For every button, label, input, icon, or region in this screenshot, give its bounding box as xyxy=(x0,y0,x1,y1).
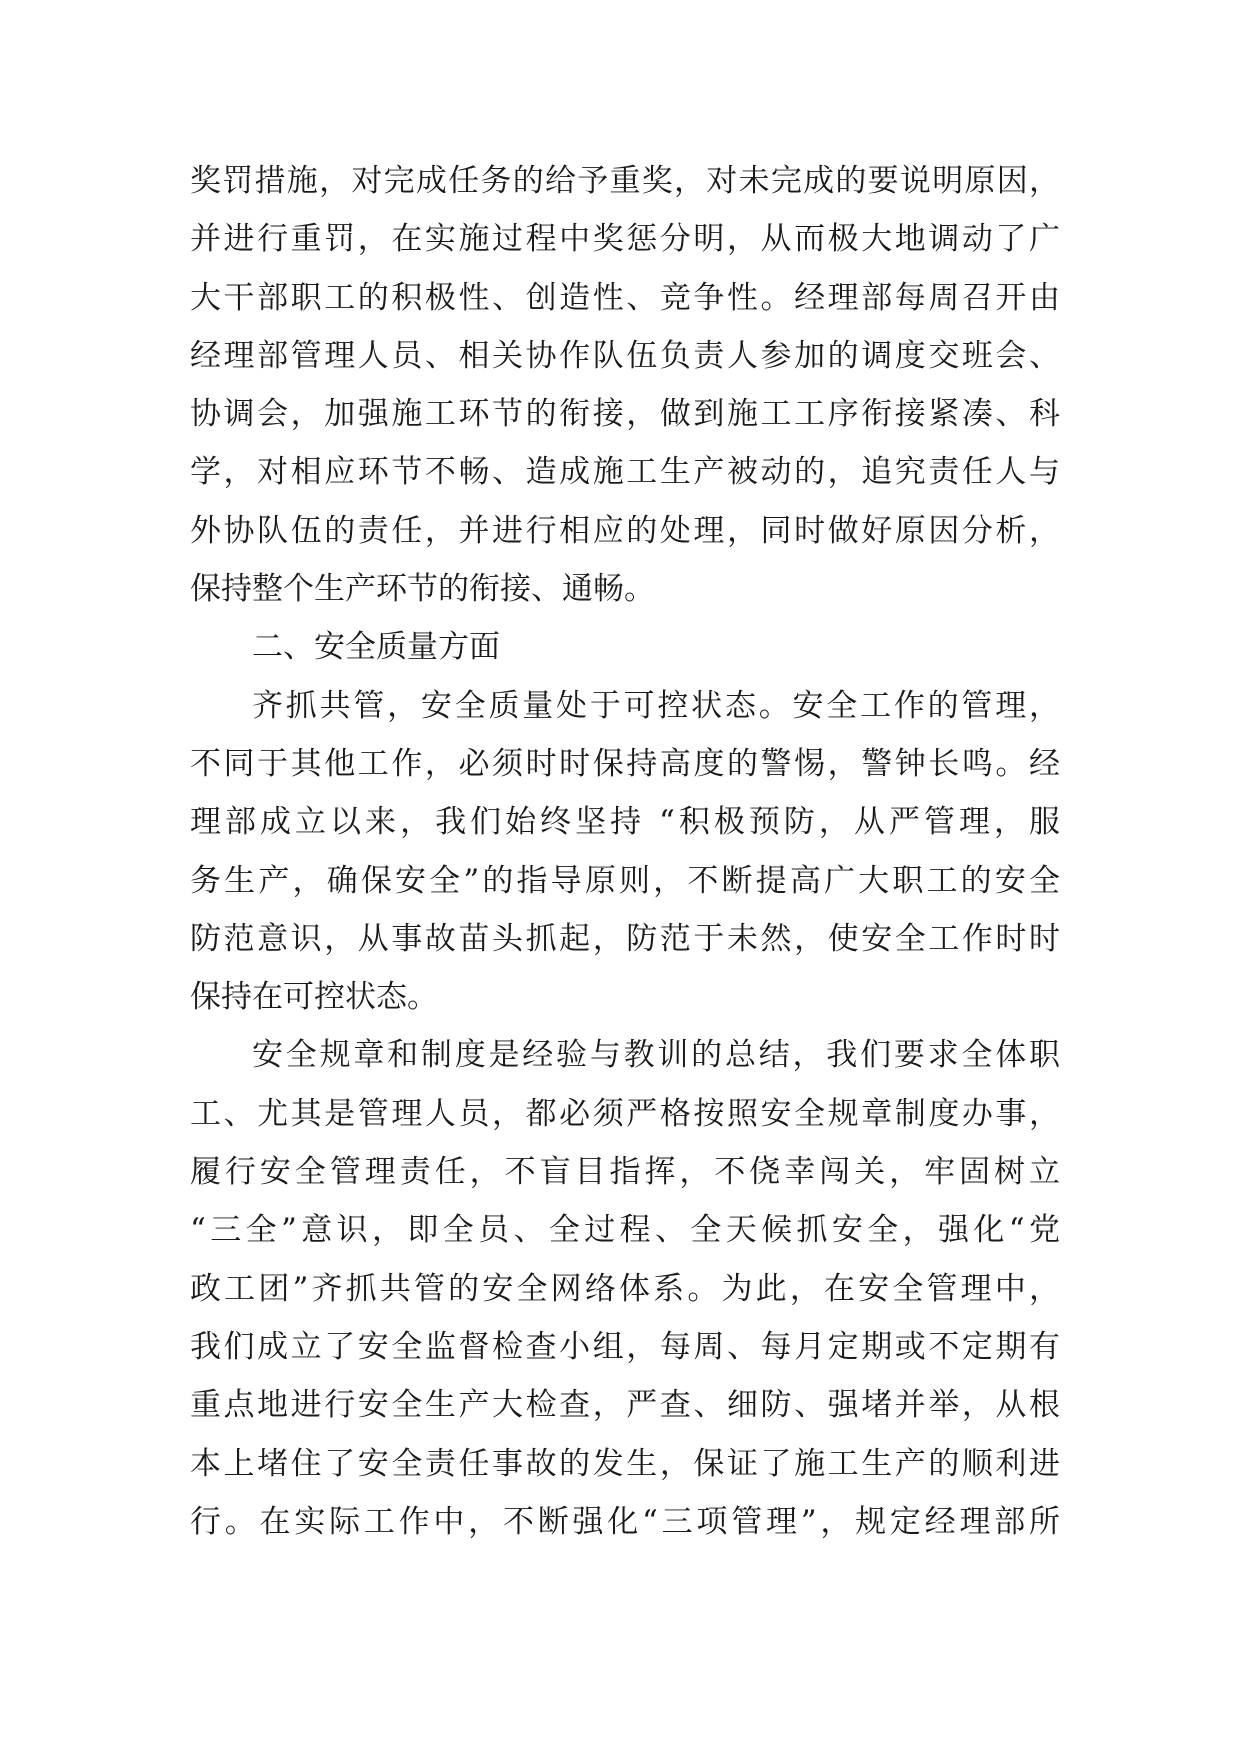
text-line: 并进行重罚，在实施过程中奖惩分明，从而极大地调动了广 xyxy=(190,221,1060,258)
text-line: 保持整个生产环节的衔接、通畅。 xyxy=(190,571,655,608)
text-line: 协调会，加强施工环节的衔接，做到施工工序衔接紧凑、科 xyxy=(190,396,1060,433)
text-line: 本上堵住了安全责任事故的发生，保证了施工生产的顺利进 xyxy=(190,1445,1060,1482)
section-heading xyxy=(190,618,1060,676)
paragraph xyxy=(190,152,1060,618)
text-line: 奖罚措施，对完成任务的给予重奖，对未完成的要说明原因， xyxy=(190,163,1060,199)
document-body xyxy=(190,152,1060,1551)
text-line: 履行安全管理责任，不盲目指挥，不侥幸闯关，牢固树立 xyxy=(190,1154,1060,1191)
text-line: 经理部管理人员、相关协作队伍负责人参加的调度交班会、 xyxy=(190,337,1060,374)
text-line: 外协队伍的责任，并进行相应的处理，同时做好原因分析， xyxy=(190,512,1060,549)
text-line: 理部成立以来，我们始终坚持 “积极预防，从严管理，服 xyxy=(190,804,1060,841)
text-line: 我们成立了安全监督检查小组，每周、每月定期或不定期有 xyxy=(190,1328,1060,1365)
text-line: 行。在实际工作中，不断强化“三项管理”，规定经理部所 xyxy=(190,1503,1060,1540)
text-line: 防范意识，从事故苗头抓起，防范于未然，使安全工作时时 xyxy=(190,920,1060,957)
paragraph xyxy=(190,1026,1060,1551)
text-line: 政工团”齐抓共管的安全网络体系。为此，在安全管理中， xyxy=(190,1270,1060,1307)
text-line: 工、尤其是管理人员，都必须严格按照安全规章制度办事， xyxy=(190,1095,1060,1132)
text-line: 重点地进行安全生产大检查，严查、细防、强堵并举，从根 xyxy=(190,1387,1060,1424)
paragraph xyxy=(190,677,1060,1027)
text-line: “三全”意识，即全员、全过程、全天候抓安全，强化“党 xyxy=(190,1212,1060,1249)
text-line: 保持在可控状态。 xyxy=(190,979,438,1016)
text-line: 大干部职工的积极性、创造性、竞争性。经理部每周召开由 xyxy=(190,279,1060,316)
text-line: 不同于其他工作，必须时时保持高度的警惕，警钟长鸣。经 xyxy=(190,745,1060,782)
text-line: 二、安全质量方面 xyxy=(252,629,500,666)
text-line: 务生产，确保安全”的指导原则，不断提高广大职工的安全 xyxy=(190,862,1060,899)
text-line: 安全规章和制度是经验与教训的总结，我们要求全体职 xyxy=(252,1037,1060,1074)
text-line: 齐抓共管，安全质量处于可控状态。安全工作的管理， xyxy=(252,687,1060,724)
text-line: 学，对相应环节不畅、造成施工生产被动的，追究责任人与 xyxy=(190,454,1060,491)
